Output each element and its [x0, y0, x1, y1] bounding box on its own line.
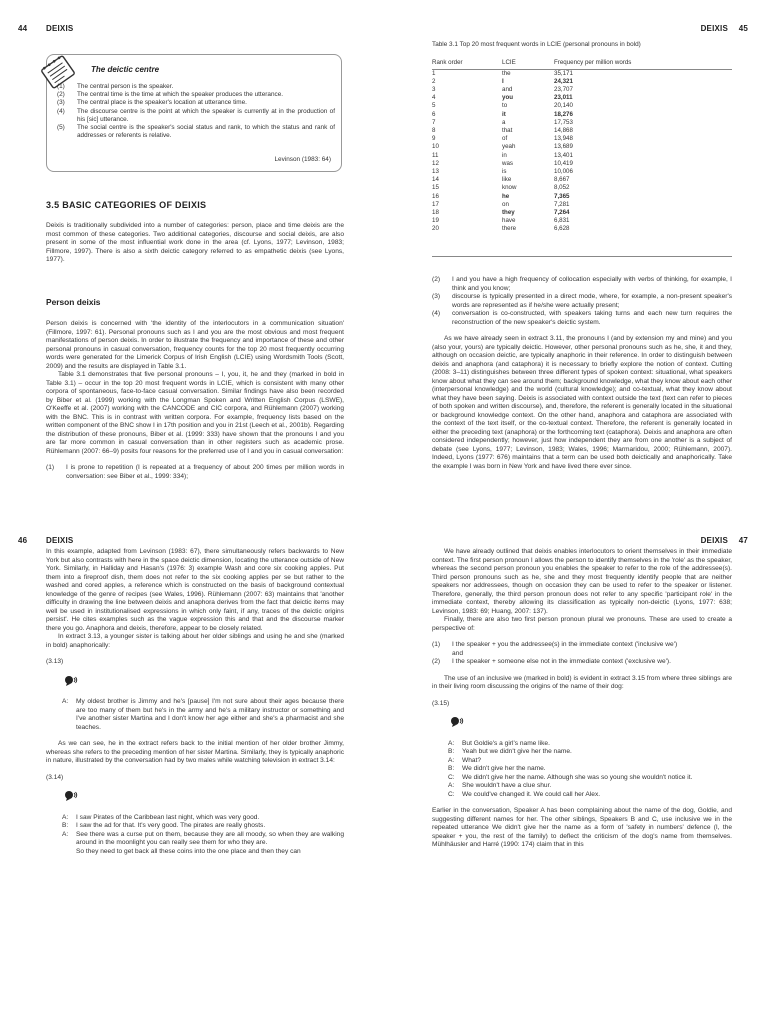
table-cell-freq: 35,171 — [554, 69, 573, 77]
list-item: (2) I the speaker + someone else not in the immediate context ('exclusive we'). — [432, 658, 671, 665]
box-title: The deictic centre — [91, 65, 160, 74]
extract-label: (3.14) — [46, 773, 64, 781]
table-cell-word: there — [502, 225, 517, 233]
table-cell-freq: 13,948 — [554, 135, 573, 143]
table-cell-rank: 9 — [432, 135, 436, 143]
table-cell-word: I — [502, 77, 504, 85]
transcript-line: A: What? — [448, 756, 482, 764]
list-item: (2) I and you have a high frequency of collocation especially with verbs of thinking, for example, I think and you know; — [432, 276, 732, 292]
subheading-person-deixis: Person deixis — [46, 297, 101, 307]
table-cell-rank: 11 — [432, 151, 439, 159]
transcript-line: B: Yeah but we didn't give her the name. — [448, 748, 572, 755]
table-row — [432, 135, 732, 143]
table-cell-freq: 10,419 — [554, 159, 573, 167]
list-item: (2) The central time is the time at which the speaker produces the utterance. — [57, 91, 284, 99]
table-cell-rank: 19 — [432, 217, 439, 225]
paragraph: The use of an inclusive we (marked in bold) is evident in extract 3.15 from where three siblings are in their living room discussing the origins of the name of their dog: — [432, 674, 732, 690]
column-header: Frequency per million words — [554, 58, 732, 69]
table-cell-word: that — [502, 126, 513, 134]
table-row — [432, 143, 732, 151]
running-head: DEIXIS — [46, 24, 74, 33]
table-cell-rank: 4 — [432, 94, 436, 102]
page-number: 45 — [738, 24, 748, 33]
list-item: (3) discourse is typically presented in a direct mode, where, for example, a non-present speaker's words are represented as if he/she were actually present; — [432, 293, 732, 309]
transcript-line: B: We didn't give her the name. — [448, 765, 546, 772]
table-row — [432, 69, 732, 78]
table-bottom-rule — [432, 256, 732, 257]
table-cell-word: he — [502, 192, 510, 200]
table-cell-freq: 6,628 — [554, 225, 570, 233]
list-item: (1) I is prone to repetition (I is repeated at a frequency of about 200 times per million words in conversation: see Biber et al., 1999: 334); — [46, 464, 344, 480]
page-46 — [0, 512, 384, 1024]
list-item: (4) The discourse centre is the point at which the speaker is currently at in the production of his [sic] utterance. — [57, 107, 335, 123]
table-caption: Table 3.1 Top 20 most frequent words in LCIE (personal pronouns in bold) — [432, 41, 641, 48]
table-cell-freq: 23,011 — [554, 94, 573, 102]
table-cell-word: of — [502, 135, 508, 143]
running-head: DEIXIS — [700, 24, 728, 33]
table-row — [432, 111, 732, 119]
table-cell-rank: 1 — [432, 69, 436, 77]
box-list — [57, 83, 335, 140]
table-row — [432, 152, 732, 160]
table-cell-word: the — [502, 69, 511, 77]
table-cell-rank: 16 — [432, 192, 439, 200]
table-header-row — [432, 58, 732, 69]
page-44 — [0, 0, 384, 512]
table-cell-freq: 7,264 — [554, 208, 570, 216]
frequency-table — [432, 58, 732, 234]
transcript-line: A: She wouldn't have a clue shur. — [448, 782, 552, 789]
table-cell-rank: 12 — [432, 159, 439, 167]
transcript-line: C: We didn't give her the name. Although she was so young she wouldn't notice it. — [448, 773, 693, 781]
table-cell-rank: 3 — [432, 85, 436, 93]
table-row — [432, 119, 732, 127]
table-cell-freq: 24,321 — [554, 77, 573, 85]
speaker-audio-icon — [64, 790, 78, 802]
table-cell-word: was — [502, 159, 514, 167]
transcript-line: C: We could've changed it. We could call her Alex. — [448, 790, 601, 798]
table-cell-word: yeah — [502, 143, 516, 151]
table-cell-word: it — [502, 110, 506, 118]
transcript-line: B: I saw the ad for that. It's very good. The pirates are really ghosts. — [62, 822, 266, 829]
table-cell-word: to — [502, 102, 508, 110]
speaker-audio-icon — [64, 675, 78, 687]
table-row — [432, 102, 732, 110]
list-item: and — [452, 649, 464, 657]
list-item: (1) I the speaker + you the addressee(s) in the immediate context ('inclusive we') — [432, 641, 678, 648]
table-cell-freq: 20,140 — [554, 102, 573, 110]
table-row — [432, 184, 732, 192]
list-item: (3) The central place is the speaker's location at utterance time. — [57, 99, 247, 107]
table-cell-rank: 8 — [432, 126, 436, 134]
transcript-line: A: My oldest brother is Jimmy and he's [pause] I'm not sure about their ages because there are too many of them but he's in the army and he's a military instructor or something and I've another sister Martina and I don't know her age either and she's a pharmacist and she teaches. — [62, 698, 344, 731]
paragraph: Deixis is traditionally subdivided into a number of categories: person, place and time deixis are the most common of these categories. Two additional categories, discourse and social deixis, are also present in some of the most influential work done in the area (cf. Lyons, 1977; Levinson, 1983; Fillmore, 1997). There is also a sixth deictic category referred to as empathetic deixis (see Lyons, 1977). — [46, 222, 344, 263]
paragraph: Table 3.1 demonstrates that five personal pronouns – I, you, it, he and they (marked in bold in Table 3.1) – occur in the top 20 most frequent words in LCIE, which is consistent with many other corpora of spontaneous, face-to-face casual conversation. Similar findings have also been recorded by Biber et al. (1999) working with the Longman Spoken and Written English Corpus (LSWE), O'Keeffe et al. (2007) working with the CANCODE and CIC corpora, and Rühlemann (2007) working with the BNC. This is in contrast with written corpora. For example, frequency lists based on the written component of the BNC show I in 17th position and you in 21st (Leech et al., 2001b). Regarding the distribution of these pronouns, Biber et al. (1999: 333) have shown that the pronouns I and you are far more common in casual conversation than in other registers such as academic prose. Rühlemann (2007: 66–9) posits four reasons for the preferred use of I and you in casual conversation: — [46, 371, 344, 455]
list-item: (1) The central person is the speaker. — [57, 83, 174, 90]
extract-label: (3.15) — [432, 699, 450, 707]
table-row — [432, 168, 732, 176]
table-row — [432, 209, 732, 217]
table-cell-rank: 15 — [432, 184, 439, 192]
table-row — [432, 127, 732, 135]
table-cell-word: know — [502, 184, 517, 192]
page-number: 46 — [18, 536, 28, 545]
page-number: 47 — [738, 536, 748, 545]
table-cell-word: a — [502, 118, 506, 126]
paragraph: In this example, adapted from Levinson (1983: 67), there simultaneously refers backwards to New York but also contrasts with here in the space deictic dimension, locating the utterance outside of New York. Similarly, in Halliday and Hasan's (1976: 3) example Wash and core six cooking apples. Put them into a fireproof dish, them does not refer to the six cooking apples per se but rather to the washed and cored apples, a reference which is constructed on the basis of background contextual knowledge of the genre of recipes (see Wales, 1996). Rühlemann (2007: 63) maintains that 'another difficulty in drawing the line between deixis and anaphora derives from the fact that deictic items may well be used in institutionalised expressions in which only faint, if any, traces of the deictic origins persist'. He cites examples such as the vague expression this and that and the discourse marker there you go. Anaphora and deixis, therefore, appear to be closely related. — [46, 548, 344, 632]
table-row — [432, 160, 732, 168]
extract-label: (3.13) — [46, 658, 64, 665]
table-row — [432, 176, 732, 184]
person-deixis-text — [46, 320, 344, 481]
paragraph: Person deixis is concerned with 'the identity of the interlocutors in a communication situation' (Fillmore, 1997: 61). Personal pronouns such as I and you are the most obvious and most frequent manifestations of person deixis. In order to illustrate the frequency and importance of these and other personal pronouns in casual conversation, frequency counts for the top 20 most frequently occurring words were generated for the Limerick Corpus of Irish English (LCIE) using Wordsmith Tools (Scott, 2009) and the results are displayed in Table 3.1. — [46, 320, 344, 370]
transcript-line: A: See there was a curse put on them, because they are all moody, so when they are walking around in the moonlight you can really see them for who they are. — [62, 830, 344, 846]
table-cell-rank: 7 — [432, 118, 436, 126]
table-row — [432, 86, 732, 94]
table-cell-rank: 17 — [432, 200, 439, 208]
paragraph: Earlier in the conversation, Speaker A has been complaining about the name of the dog, Goldie, and suggesting different names for her. The other siblings, Speakers B and C, use inclusive we in the repeated utterance We didn't give her the name as a form of 'safety in numbers' defence (I, the speaker + you, the rest of the family) to deflect the criticism of the dog's name from themselves. Mühlhäusler and Harré (1990: 174) claim that in this — [432, 807, 732, 848]
table-cell-word: have — [502, 217, 516, 225]
box-citation: Levinson (1983: 64) — [274, 156, 331, 163]
table-cell-freq: 8,052 — [554, 184, 570, 192]
paragraph: In extract 3.13, a younger sister is talking about her older siblings and using he and she (marked in bold) anaphorically: — [46, 633, 344, 649]
table-cell-rank: 14 — [432, 176, 439, 184]
table-cell-freq: 8,667 — [554, 176, 570, 184]
table-cell-freq: 7,365 — [554, 192, 570, 200]
transcript-line: So they need to get back all these coins into the one place and then they can — [76, 847, 301, 855]
deictic-centre-box — [46, 54, 342, 172]
table-cell-word: is — [502, 167, 507, 175]
speaker-audio-icon — [450, 716, 464, 728]
table-cell-freq: 6,831 — [554, 217, 570, 225]
table-cell-freq: 13,401 — [554, 151, 573, 159]
table-cell-freq: 10,006 — [554, 167, 573, 175]
table-cell-freq: 23,707 — [554, 85, 573, 93]
table-row — [432, 217, 732, 225]
transcript-3-15 — [432, 740, 732, 800]
running-head: DEIXIS — [700, 536, 728, 545]
table-cell-word: and — [502, 85, 513, 93]
list-item: (5) The social centre is the speaker's social status and rank, to which the status and rank of addresses or referents is relative. — [57, 124, 335, 140]
page-47 — [384, 512, 768, 1024]
table-cell-rank: 18 — [432, 208, 439, 216]
table-cell-rank: 2 — [432, 77, 436, 85]
transcript-3-13 — [46, 698, 344, 732]
table-cell-freq: 7,281 — [554, 200, 570, 208]
intro-paragraph — [46, 222, 344, 265]
section-heading: 3.5 BASIC CATEGORIES OF DEIXIS — [46, 200, 207, 210]
paragraph: Finally, there are also two first person pronoun plural we pronouns. These are used to create a perspective of: — [432, 616, 732, 632]
table-cell-word: in — [502, 151, 507, 159]
table-cell-rank: 6 — [432, 110, 436, 118]
table-cell-rank: 10 — [432, 143, 439, 151]
table-cell-word: you — [502, 94, 514, 102]
table-row — [432, 94, 732, 102]
column-header: LCIE — [502, 58, 554, 69]
table-cell-word: like — [502, 176, 512, 184]
table-cell-rank: 13 — [432, 167, 439, 175]
table-row — [432, 193, 732, 201]
table-cell-freq: 14,868 — [554, 126, 573, 134]
table-row — [432, 78, 732, 86]
table-cell-rank: 5 — [432, 102, 436, 110]
table-cell-word: on — [502, 200, 509, 208]
page-45 — [384, 0, 768, 512]
table-row — [432, 225, 732, 233]
page-47-text — [432, 548, 732, 850]
page-46-text — [46, 548, 344, 856]
transcript-line: A: I saw Pirates of the Caribbean last night, which was very good. — [62, 813, 260, 821]
list-item: (4) conversation is co-constructed, with speakers taking turns and each new turn requires the reconstruction of the new speaker's deictic system. — [432, 310, 732, 326]
reasons-list — [432, 276, 732, 471]
transcript-3-14 — [46, 814, 344, 857]
table-cell-freq: 17,753 — [554, 118, 573, 126]
running-head: DEIXIS — [46, 536, 74, 545]
paragraph: We have already outlined that deixis enables interlocutors to orient themselves in their immediate context. The first person pronoun I allows the person to identify themselves in the 'role' as the speaker, whereas the second person pronoun you enables the speaker to refer to the role of the addressee(s). Third person pronouns such as he, she and they most frequently identify people that are neither speakers nor addressees, though on occasion they can be used to refer to the speaker or listener. Therefore, generally, the third person pronoun does not refer to any specific 'participant role' in the immediate context, thereby allowing its classification as typically non-deictic (Lyons, 1977: 638; Levinson, 1983: 69; Huang, 2007: 137). — [432, 548, 732, 615]
table-cell-freq: 13,689 — [554, 143, 573, 151]
table-cell-freq: 18,276 — [554, 110, 573, 118]
table-row — [432, 201, 732, 209]
paragraph: As we have already seen in extract 3.11, the pronouns I (and by extension my and mine) and you (also your, yours) are typically deictic. However, other personal pronouns such as he, she, it and they, although on occasion deictic, are typically anaphoric in their reference. In order to distinguish between deixis and anaphora (and cataphora) it is necessary to briefly explore the notion of context. Cutting (2008: 3–11) distinguishes between three different types of spoken context: situational, what speakers know about what they can see around them; background knowledge, what they know about each other (interpersonal knowledge) and the world (cultural knowledge); and co-textual, what they know about what they have been saying. Deixis is associated with context outside the text (text can refer to pieces of both spoken and written discourse), and, therefore, the referent is generally located in the situational or background knowledge context. On the other hand, anaphora and cataphora are associated with the context of the text itself, or the co-textual context. Therefore, the referent is generally located in either the preceding text (anaphora) or the forthcoming text (cataphora). Deixis and anaphora are often considered independently; however, just how independent they are from one another is a subject of debate (see Lyons, 1977; Levinson, 1983; Wales, 1996; Marmaridou, 2000; Rühlemann, 2007). Indeed, Lyons (1977: 676) maintains that a term can be used both deictically and anaphorically. Take the example I was born in New York and have lived there ever since. — [432, 335, 732, 470]
paragraph: As we can see, he in the extract refers back to the initial mention of her older brother Jimmy, whereas she refers to the preceding mention of her sister Martina. Similarly, they is typically anaphoric in nature, illustrated by the conversation had by two males while watching television in extract 3.14: — [46, 740, 344, 764]
table-cell-rank: 20 — [432, 225, 439, 233]
transcript-line: A: But Goldie's a girl's name like. — [448, 739, 550, 747]
column-header: Rank order — [432, 58, 502, 69]
page-number: 44 — [18, 24, 28, 33]
table-cell-word: they — [502, 208, 515, 216]
